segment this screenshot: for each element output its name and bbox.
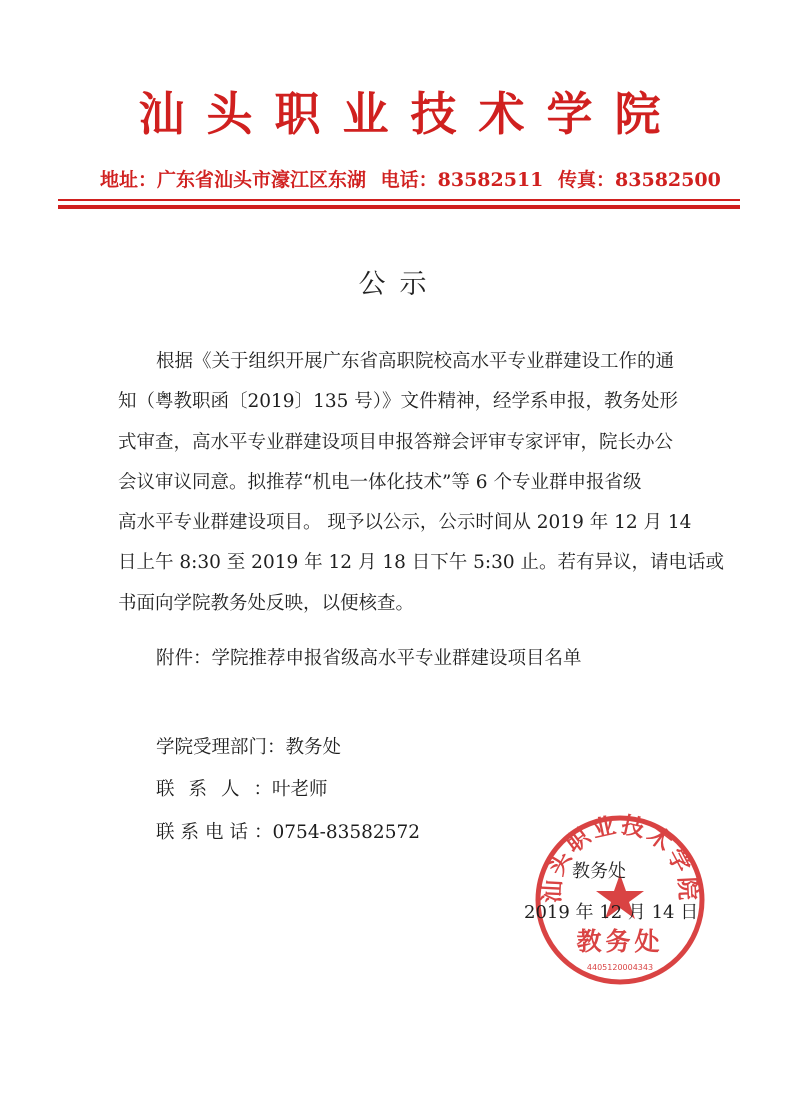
contact-phone-value: ：0754-83582572 xyxy=(254,822,421,843)
contact-dept-row xyxy=(156,733,341,759)
seal-code: 4405120004343 xyxy=(586,963,654,972)
body-line-3: 式审查，高水平专业群建设项目申报答辩会评审专家评审，院长办公 xyxy=(118,431,674,453)
contact-person-row xyxy=(156,775,328,801)
body-line-7: 书面向学院教务处反映，以便核查。 xyxy=(118,592,415,614)
body-line-2: 知（粤教职函〔2019〕135 号）》文件精神，经学系申报，教务处形 xyxy=(118,391,679,413)
notice-body xyxy=(118,342,725,624)
contact-person-value: ：叶老师 xyxy=(253,779,328,800)
seal-inner-text: 教务处 xyxy=(576,927,664,956)
body-line-6: 日上午 8:30 至 2019 年 12 月 18 日下午 5:30 止。若有异议，请电话或 xyxy=(118,552,725,574)
contact-phone-label: 联系电话 xyxy=(156,822,255,843)
notice-title: 公示 xyxy=(358,269,441,300)
letterhead-school-name: 汕头职业技术学院 xyxy=(138,87,683,141)
contact-phone-row xyxy=(156,818,420,844)
letterhead-divider-thin xyxy=(58,199,740,201)
issue-date: 2019 年 12 月 14 日 xyxy=(524,902,699,923)
contact-dept-value: 教务处 xyxy=(285,737,342,758)
body-line-5: 高水平专业群建设项目。 现予以公示，公示时间从 2019 年 12 月 14 xyxy=(118,512,692,534)
letterhead-contact-line xyxy=(100,165,729,192)
contact-dept-label: 学院受理部门： xyxy=(156,737,286,758)
letterhead-address: 地址：广东省汕头市濠江区东湖 xyxy=(100,169,367,191)
body-line-1: 根据《关于组织开展广东省高职院校高水平专业群建设工作的通 xyxy=(156,351,675,372)
letterhead-phone: 电话：83582511 xyxy=(380,169,544,191)
letterhead-divider-thick xyxy=(58,205,740,209)
letterhead-fax: 传真：83582500 xyxy=(558,169,721,191)
body-line-4: 会议审议同意。拟推荐“机电一体化技术”等 6 个专业群申报省级 xyxy=(118,471,642,493)
attachment-line: 附件：学院推荐申报省级高水平专业群建设项目名单 xyxy=(156,648,582,669)
contact-person-label: 联系人 xyxy=(156,779,254,800)
seal-outer-text: 汕头职业技术学院 xyxy=(538,811,702,904)
issuer-name: 教务处 xyxy=(572,861,626,882)
